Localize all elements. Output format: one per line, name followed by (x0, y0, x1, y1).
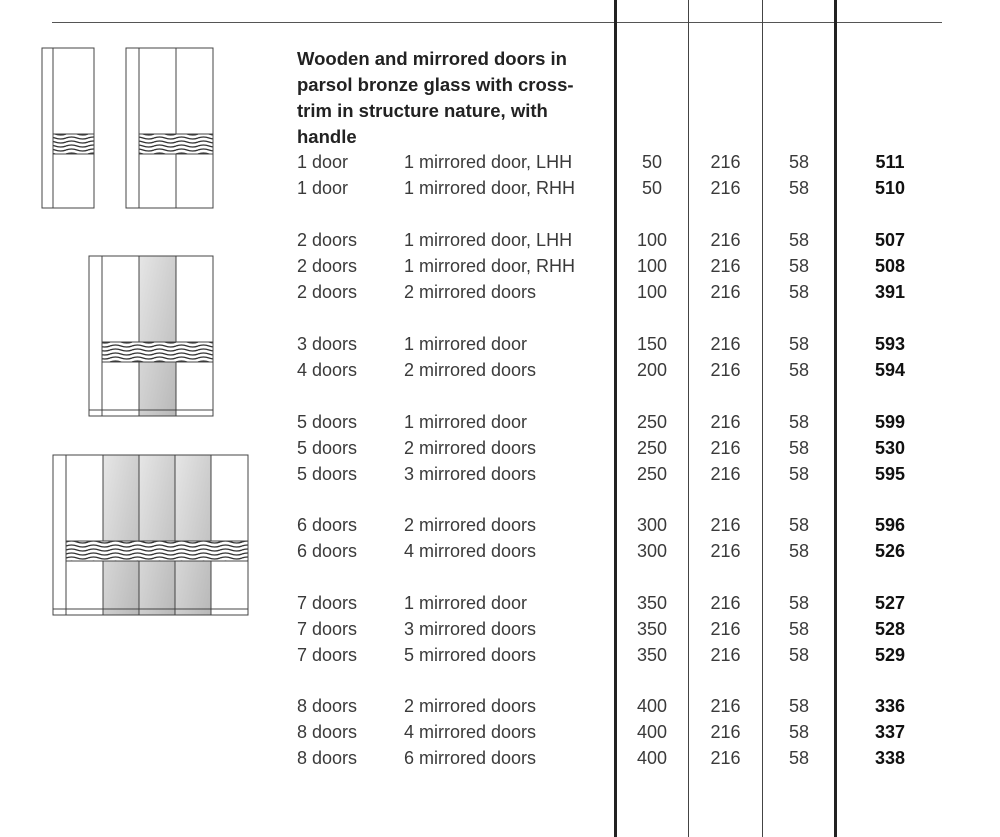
depth-cell: 58 (788, 696, 810, 716)
depth-cell: 58 (788, 619, 810, 639)
article-number-cell: 594 (874, 360, 906, 380)
width-cell: 400 (636, 748, 668, 768)
height-cell: 216 (710, 256, 741, 276)
door-count-cell: 5 doors (297, 438, 358, 458)
width-cell: 400 (636, 696, 668, 716)
door-count-cell: 2 doors (297, 256, 358, 276)
height-cell: 216 (710, 360, 741, 380)
width-cell: 100 (636, 282, 668, 302)
description-cell: 6 mirrored doors (404, 748, 537, 768)
section-heading: Wooden and mirrored doors in parsol bronze glass with cross-trim in structure nature, with handle (297, 48, 574, 147)
door-count-cell: 7 doors (297, 619, 358, 639)
table-row (0, 435, 1000, 461)
door-count-cell: 6 doors (297, 541, 358, 561)
depth-cell: 58 (788, 334, 810, 354)
depth-cell: 58 (788, 412, 810, 432)
width-cell: 300 (636, 515, 668, 535)
article-number-cell: 511 (875, 152, 905, 172)
article-number-cell: 528 (874, 619, 906, 639)
door-count-cell: 4 doors (297, 360, 358, 380)
description-cell: 2 mirrored doors (404, 696, 537, 716)
door-count-cell: 8 doors (297, 748, 358, 768)
description-cell: 1 mirrored door (404, 593, 528, 613)
width-cell: 100 (636, 230, 668, 250)
description-cell: 2 mirrored doors (404, 438, 537, 458)
width-cell: 200 (636, 360, 668, 380)
door-count-cell: 6 doors (297, 515, 358, 535)
table-row (0, 642, 1000, 668)
width-cell: 150 (636, 334, 668, 354)
width-cell: 100 (636, 256, 668, 276)
height-cell: 216 (710, 619, 741, 639)
width-cell: 300 (636, 541, 668, 561)
article-number-cell: 527 (874, 593, 906, 613)
height-cell: 216 (710, 722, 741, 742)
description-cell: 4 mirrored doors (404, 541, 537, 561)
article-number-cell: 526 (874, 541, 906, 561)
table-row (0, 693, 1000, 719)
door-count-cell: 3 doors (297, 334, 358, 354)
depth-cell: 58 (788, 178, 810, 198)
width-cell: 350 (636, 619, 668, 639)
description-cell: 2 mirrored doors (404, 515, 537, 535)
width-cell: 250 (636, 412, 668, 432)
article-number-cell: 391 (874, 282, 906, 302)
table-row (0, 357, 1000, 383)
height-cell: 216 (710, 515, 741, 535)
door-count-cell: 1 door (297, 178, 349, 198)
height-cell: 216 (710, 593, 741, 613)
article-number-cell: 595 (874, 464, 906, 484)
depth-cell: 58 (788, 152, 810, 172)
depth-cell: 58 (788, 722, 810, 742)
depth-cell: 58 (788, 282, 810, 302)
width-cell: 250 (636, 464, 668, 484)
table-row (0, 149, 1000, 175)
depth-cell: 58 (788, 515, 810, 535)
article-number-cell: 529 (874, 645, 906, 665)
height-cell: 216 (710, 412, 741, 432)
door-count-cell: 1 door (297, 152, 349, 172)
width-cell: 250 (636, 438, 668, 458)
table-row (0, 409, 1000, 435)
height-cell: 216 (710, 152, 741, 172)
door-count-cell: 8 doors (297, 696, 358, 716)
description-cell: 4 mirrored doors (404, 722, 537, 742)
table-row (0, 175, 1000, 201)
description-cell: 3 mirrored doors (404, 464, 537, 484)
door-count-cell: 5 doors (297, 412, 358, 432)
door-count-cell: 2 doors (297, 230, 358, 250)
article-number-cell: 507 (874, 230, 906, 250)
depth-cell: 58 (788, 748, 810, 768)
description-cell: 1 mirrored door (404, 412, 528, 432)
article-number-cell: 510 (874, 178, 906, 198)
description-cell: 1 mirrored door, RHH (404, 256, 576, 276)
article-number-cell: 338 (874, 748, 906, 768)
door-count-cell: 7 doors (297, 593, 358, 613)
door-count-cell: 8 doors (297, 722, 358, 742)
table-row (0, 616, 1000, 642)
height-cell: 216 (710, 334, 741, 354)
door-count-cell: 5 doors (297, 464, 358, 484)
width-cell: 50 (641, 178, 663, 198)
article-number-cell: 508 (874, 256, 906, 276)
article-number-cell: 596 (874, 515, 906, 535)
height-cell: 216 (710, 645, 741, 665)
height-cell: 216 (710, 230, 741, 250)
width-cell: 350 (636, 593, 668, 613)
height-cell: 216 (710, 748, 741, 768)
width-cell: 350 (636, 645, 668, 665)
depth-cell: 58 (788, 593, 810, 613)
height-cell: 216 (710, 541, 741, 561)
article-number-cell: 593 (874, 334, 906, 354)
description-cell: 5 mirrored doors (404, 645, 537, 665)
height-cell: 216 (710, 438, 741, 458)
width-cell: 50 (641, 152, 663, 172)
door-count-cell: 2 doors (297, 282, 358, 302)
table-row (0, 331, 1000, 357)
description-cell: 1 mirrored door, RHH (404, 178, 576, 198)
height-cell: 216 (710, 282, 741, 302)
table-row (0, 745, 1000, 771)
width-cell: 400 (636, 722, 668, 742)
height-cell: 216 (710, 696, 741, 716)
depth-cell: 58 (788, 541, 810, 561)
description-cell: 1 mirrored door, LHH (404, 230, 573, 250)
depth-cell: 58 (788, 645, 810, 665)
description-cell: 3 mirrored doors (404, 619, 537, 639)
table-row (0, 590, 1000, 616)
height-cell: 216 (710, 464, 741, 484)
depth-cell: 58 (788, 256, 810, 276)
description-cell: 1 mirrored door (404, 334, 528, 354)
depth-cell: 58 (788, 464, 810, 484)
table-row (0, 538, 1000, 564)
depth-cell: 58 (788, 438, 810, 458)
description-cell: 2 mirrored doors (404, 360, 537, 380)
depth-cell: 58 (788, 230, 810, 250)
table-row (0, 253, 1000, 279)
description-cell: 2 mirrored doors (404, 282, 537, 302)
table-row (0, 227, 1000, 253)
description-cell: 1 mirrored door, LHH (404, 152, 573, 172)
depth-cell: 58 (788, 360, 810, 380)
article-number-cell: 336 (874, 696, 906, 716)
article-number-cell: 337 (874, 722, 906, 742)
table-row (0, 719, 1000, 745)
table-row (0, 461, 1000, 487)
table-row (0, 512, 1000, 538)
door-count-cell: 7 doors (297, 645, 358, 665)
article-number-cell: 530 (874, 438, 906, 458)
height-cell: 216 (710, 178, 741, 198)
article-number-cell: 599 (874, 412, 906, 432)
table-row (0, 279, 1000, 305)
